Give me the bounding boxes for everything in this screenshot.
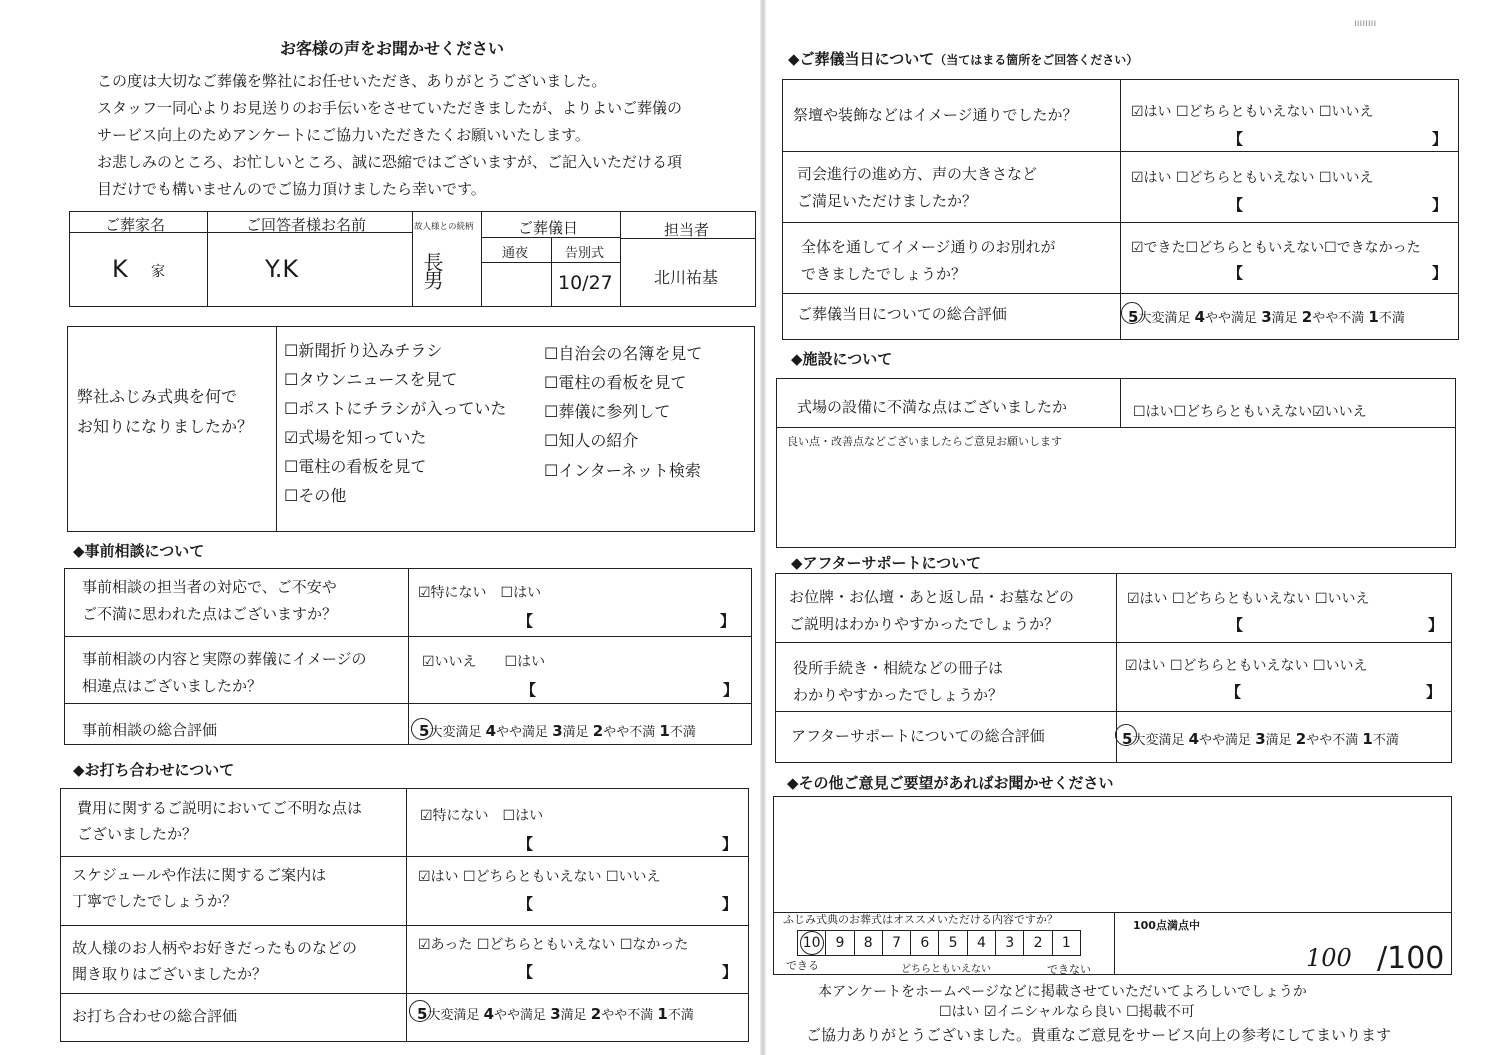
after-section-title: ◆アフターサポートについて: [791, 554, 982, 572]
score-max: /100: [1377, 941, 1445, 976]
bracket: 】: [722, 895, 738, 913]
page-fold: [760, 0, 766, 1055]
consult-q1: ご不満に思われた点はございますか？: [82, 605, 338, 623]
meeting-q2: 丁寧でしたでしょうか？: [72, 892, 238, 910]
relation-header: 故人様との続柄: [414, 222, 474, 232]
source-option[interactable]: ☐新聞折り込みチラシ: [284, 341, 443, 360]
bracket: 】: [722, 963, 738, 981]
after-q2: 役所手続き・相続などの冊子は: [793, 659, 1004, 677]
intro-line: 目だけでも構いませんのでご協力頂けましたら幸いです。: [97, 180, 486, 198]
after-q2: わかりやすかったでしょうか？: [793, 686, 1004, 704]
selected-recommend-circle: [800, 931, 824, 955]
after-q1: ご説明はわかりやすかったでしょうか？: [789, 615, 1060, 633]
rating-scale[interactable]: 5大変満足 4やや満足 3満足 2やや不満 1不満: [1128, 308, 1405, 326]
respondent-name: Y.K: [265, 255, 299, 283]
relation-value: 長男: [420, 252, 444, 288]
source-option[interactable]: ☐ポストにチラシが入っていた: [284, 399, 507, 418]
publish-question: 本アンケートをホームページなどに掲載させていただいてよろしいでしょうか: [818, 984, 1307, 1000]
funeral-header: 告別式: [565, 246, 605, 261]
scale-cell[interactable]: 6: [911, 931, 939, 955]
after-rating-q: アフターサポートについての総合評価: [791, 727, 1045, 745]
bracket: 【: [518, 612, 534, 630]
funeral-day-a2[interactable]: ☑はい ☐どちらともいえない ☐いいえ: [1131, 170, 1374, 186]
source-option[interactable]: ☐葬儀に参列して: [544, 402, 671, 421]
date-header: ご葬儀日: [518, 219, 579, 237]
bracket: 】: [1428, 616, 1444, 634]
meeting-rating-q: お打ち合わせの総合評価: [72, 1007, 238, 1025]
facility-q: 式場の設備に不満な点はございましたか: [797, 398, 1068, 416]
scale-cell[interactable]: 5: [939, 931, 967, 955]
publish-answer[interactable]: ☐はい ☑イニシャルなら良い ☐掲載不可: [939, 1004, 1195, 1020]
facility-comment-label: 良い点・改善点などございましたらご意見お願いします: [787, 435, 1062, 448]
scale-mid-label: どちらともいえない: [901, 964, 991, 975]
score-value: 100: [1306, 944, 1352, 972]
bracket: 【: [1228, 616, 1244, 634]
staff-header: 担当者: [664, 221, 710, 239]
bracket: 【: [1228, 130, 1244, 148]
bracket: 】: [1432, 130, 1448, 148]
source-option[interactable]: ☐電柱の看板を見て: [284, 457, 427, 476]
meeting-q2: スケジュールや作法に関するご案内は: [72, 866, 327, 884]
meeting-q3: 故人様のお人柄やお好きだったものなどの: [72, 939, 358, 957]
page-title: お客様の声をお聞かせください: [280, 39, 505, 58]
scale-cell[interactable]: 4: [968, 931, 996, 955]
source-option[interactable]: ☐知人の紹介: [544, 431, 639, 450]
scale-cell[interactable]: 9: [826, 931, 854, 955]
meeting-section-title: ◆お打ち合わせについて: [73, 761, 235, 779]
bracket: 】: [722, 835, 738, 853]
scale-left-label: できる: [786, 959, 819, 972]
rating-scale[interactable]: 5大変満足 4やや満足 3満足 2やや不満 1不満: [1122, 730, 1399, 748]
source-option[interactable]: ☐その他: [284, 486, 347, 505]
source-option[interactable]: ☐インターネット検索: [544, 461, 701, 480]
bracket: 【: [1228, 196, 1244, 214]
consult-section-title: ◆事前相談について: [73, 542, 205, 560]
family-name: K: [112, 255, 128, 283]
bracket: 】: [723, 681, 739, 699]
source-option[interactable]: ☐タウンニュースを見て: [284, 370, 458, 389]
scale-cell[interactable]: 8: [855, 931, 883, 955]
consult-q2: 相違点はございましたか？: [82, 677, 263, 695]
scale-cell[interactable]: 2: [1024, 931, 1052, 955]
intro-line: お悲しみのところ、お忙しいところ、誠に恐縮ではございますが、ご記入いただける項: [97, 153, 683, 171]
bracket: 【: [518, 895, 534, 913]
scale-cell[interactable]: 3: [996, 931, 1024, 955]
intro-line: スタッフ一同心よりお見送りのお手伝いをさせていただきましたが、よりよいご葬儀の: [97, 99, 683, 117]
facility-section-title: ◆施設について: [791, 350, 893, 368]
intro-line: サービス向上のためアンケートにご協力いただきたくお願いいたします。: [97, 126, 590, 144]
funeral-day-q3: 全体を通してイメージ通りのお別れが: [801, 238, 1056, 256]
after-a1[interactable]: ☑はい ☐どちらともいえない ☐いいえ: [1127, 591, 1370, 607]
recommend-scale: [797, 930, 1081, 956]
scale-cell[interactable]: 7: [883, 931, 911, 955]
family-header: ご葬家名: [105, 216, 166, 234]
source-option[interactable]: ☐自治会の名簿を見て: [544, 344, 703, 363]
bracket: 】: [1432, 196, 1448, 214]
intro-line: この度は大切なご葬儀を弊社にお任せいただき、ありがとうございました。: [97, 72, 607, 90]
source-option[interactable]: ☑式場を知っていた: [284, 428, 427, 447]
family-suffix: 家: [151, 264, 165, 280]
score-label: 100点満点中: [1133, 919, 1200, 932]
consult-q2: 事前相談の内容と実際の葬儀にイメージの: [82, 650, 367, 668]
after-a2[interactable]: ☑はい ☐どちらともいえない ☐いいえ: [1125, 658, 1368, 674]
meeting-q1: ございましたか？: [77, 825, 198, 843]
funeral-day-a3[interactable]: ☑できた☐どちらともいえない☐できなかった: [1131, 240, 1421, 256]
consult-rating-q: 事前相談の総合評価: [82, 721, 218, 739]
staff-name: 北川祐基: [654, 268, 719, 287]
bracket: 】: [720, 612, 736, 630]
funeral-day-q3: できましたでしょうか？: [801, 265, 967, 283]
stamp-marks: ıııııııı: [1354, 18, 1377, 29]
meeting-q1: 費用に関するご説明においてご不明な点は: [77, 799, 363, 817]
name-header: ご回答者様お名前: [246, 216, 367, 234]
recommend-question: ふじみ式典のお葬式はオススメいただける内容ですか？: [783, 913, 1058, 926]
other-section-title: ◆その他ご意見ご要望があればお聞かせください: [787, 774, 1114, 792]
bracket: 【: [518, 963, 534, 981]
consult-a2[interactable]: ☑いいえ ☐はい: [422, 654, 546, 670]
funeral-day-q1: 祭壇や装飾などはイメージ通りでしたか？: [793, 106, 1078, 124]
source-question: 弊社ふじみ式典を何で: [77, 387, 238, 406]
thanks-text: ご協力ありがとうございました。貴重なご意見をサービス向上の参考にしてまいります: [806, 1026, 1392, 1044]
meeting-a2[interactable]: ☑はい ☐どちらともいえない ☐いいえ: [418, 869, 661, 885]
funeral-day-rating-q: ご葬儀当日についての総合評価: [797, 305, 1007, 323]
source-question: お知りになりましたか？: [77, 417, 254, 436]
meeting-a3[interactable]: ☑あった ☐どちらともいえない ☐なかった: [418, 937, 689, 953]
bracket: 【: [518, 835, 534, 853]
bracket: 【: [1228, 264, 1244, 282]
consult-a1[interactable]: ☑特にない ☐はい: [418, 585, 542, 601]
bracket: 】: [1426, 683, 1442, 701]
funeral-date: 10/27: [558, 272, 613, 294]
bracket: 【: [521, 681, 537, 699]
bracket: 【: [1226, 683, 1242, 701]
scale-right-label: できない: [1047, 963, 1091, 976]
rating-scale[interactable]: 5大変満足 4やや満足 3満足 2やや不満 1不満: [419, 722, 696, 740]
funeral-day-a1[interactable]: ☑はい ☐どちらともいえない ☐いいえ: [1131, 104, 1374, 120]
wake-header: 通夜: [502, 246, 529, 261]
scale-cell[interactable]: 1: [1061, 935, 1071, 951]
funeral-day-q2: ご満足いただけましたか？: [797, 192, 978, 210]
facility-a[interactable]: ☐はい☐どちらともいえない☑いいえ: [1133, 404, 1367, 420]
scale-cell[interactable]: 10: [798, 931, 826, 955]
meeting-q3: 聞き取りはございましたか？: [72, 965, 268, 983]
rating-scale[interactable]: 5大変満足 4やや満足 3満足 2やや不満 1不満: [417, 1005, 694, 1023]
bracket: 】: [1432, 264, 1448, 282]
meeting-a1[interactable]: ☑特にない ☐はい: [420, 808, 544, 824]
funeral-day-q2: 司会進行の進め方、声の大きさなど: [797, 165, 1038, 183]
funeral-day-section-title: ◆ご葬儀当日について（当てはまる箇所をご回答ください）: [788, 50, 1139, 68]
source-option[interactable]: ☐電柱の看板を見て: [544, 373, 687, 392]
after-q1: お位牌・お仏壇・あと返し品・お墓などの: [789, 588, 1075, 606]
consult-q1: 事前相談の担当者の対応で、ご不安や: [82, 578, 337, 596]
